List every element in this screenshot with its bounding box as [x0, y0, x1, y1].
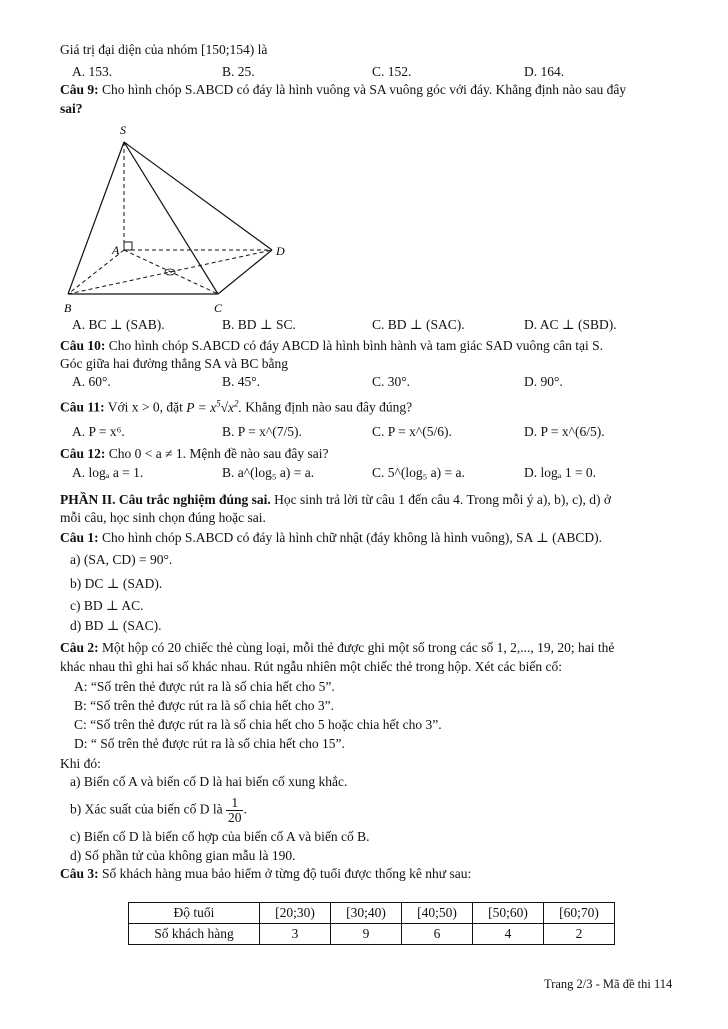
c2-item-a: a) Biến cố A và biến cố D là hai biến cố xung khắc.	[70, 774, 348, 789]
vertex-b-label: B	[64, 301, 72, 315]
c2-item-b: b) Xác suất của biến cố D là	[70, 801, 223, 817]
q11-option-a: A. P = x⁶.	[72, 424, 125, 439]
part2-title: PHẦN II. Câu trắc nghiệm đúng sai.	[60, 492, 271, 507]
c2-event-c: C: “Số trên thẻ được rút ra là số chia hết cho 5 hoặc chia hết cho 3”.	[74, 717, 442, 732]
c3-label: Câu 3:	[60, 866, 99, 881]
table-cell: [40;50)	[402, 903, 473, 924]
pyramid-figure	[60, 118, 300, 318]
table-cell: Số khách hàng	[129, 924, 260, 945]
c2-khi-do: Khi đó:	[60, 756, 101, 771]
q9-stem: Cho hình chóp S.ABCD có đáy là hình vuông và SA vuông góc với đáy. Khẳng định nào sau đây	[102, 82, 627, 97]
c1-item-a: a) (SA, CD) = 90°.	[70, 552, 173, 567]
c1-label: Câu 1:	[60, 530, 99, 545]
q11-option-d: D. P = x^(6/5).	[524, 424, 605, 439]
table-cell: [60;70)	[544, 903, 615, 924]
q11-stem-line	[60, 398, 412, 416]
fraction-denominator: 20	[227, 810, 242, 825]
table-row	[129, 903, 615, 924]
table-cell: Độ tuổi	[129, 903, 260, 924]
c2-event-a: A: “Số trên thẻ được rút ra là số chia hết cho 5”.	[74, 679, 335, 694]
q10-option-c: C. 30°.	[372, 374, 411, 389]
q10-option-d: D. 90°.	[524, 374, 563, 389]
q10-label: Câu 10:	[60, 338, 106, 353]
vertex-c-label: C	[214, 301, 223, 315]
c2-stem2: khác nhau thì ghi hai số khác nhau. Rút ngẫu nhiên một chiếc thẻ trong hộp. Xét các biến cố:	[60, 659, 562, 674]
c3-stem: Số khách hàng mua bảo hiểm ở từng độ tuổi được thống kê như sau:	[102, 866, 472, 881]
q9-option-b: B. BD ⊥ SC.	[222, 317, 296, 332]
table-cell: [50;60)	[473, 903, 544, 924]
table-row	[129, 924, 615, 945]
c1-item-d: d) BD ⊥ (SAC).	[70, 618, 162, 633]
q12-label: Câu 12:	[60, 446, 106, 461]
q9-stem-sai: sai?	[60, 101, 83, 116]
part2-heading-line	[60, 492, 611, 508]
c2-item-b-line: b) Xác suất của biến cố D là $\frac{1}{20}$ .	[70, 795, 247, 825]
part2-intro2: mỗi câu, học sinh chọn đúng hoặc sai.	[60, 510, 266, 525]
c2-item-b-fraction	[226, 796, 244, 825]
table-cell: 2	[544, 924, 615, 945]
q8-option-d: D. 164.	[524, 64, 565, 79]
table-cell: 4	[473, 924, 544, 945]
q11-expression: $P = x^5√x^2$.	[186, 398, 242, 415]
q12-option-c: C. 5^(log₅ a) = a.	[372, 465, 465, 480]
q11-option-c: C. P = x^(5/6).	[372, 424, 452, 439]
c3-stem-line	[60, 866, 471, 882]
vertex-a-label: A	[112, 243, 120, 257]
table-cell: [20;30)	[260, 903, 331, 924]
q12-option-d: D. logₐ 1 = 0.	[524, 465, 597, 480]
c1-item-c: c) BD ⊥ AC.	[70, 598, 144, 613]
q9-option-a: A. BC ⊥ (SAB).	[72, 317, 165, 332]
q11-label: Câu 11:	[60, 399, 105, 415]
q9-option-c: C. BD ⊥ (SAC).	[372, 317, 465, 332]
q10-stem-line	[60, 338, 603, 354]
q8-option-b: B. 25.	[222, 64, 255, 79]
table-cell: [30;40)	[331, 903, 402, 924]
q11-stem-a: Với x > 0, đặt	[107, 399, 183, 415]
q12-option-a: A. logₐ a = 1.	[72, 465, 144, 480]
c2-stem-line	[60, 640, 614, 656]
q10-stem2: Góc giữa hai đường thẳng SA và BC bằng	[60, 356, 288, 371]
c1-stem-line	[60, 530, 602, 546]
c2-item-c: c) Biến cố D là biến cố hợp của biến cố A và biến cố B.	[70, 829, 370, 844]
vertex-s-label: S	[120, 123, 126, 137]
c1-item-b: b) DC ⊥ (SAD).	[70, 576, 163, 591]
q12-stem-line	[60, 446, 329, 462]
q9-stem-line	[60, 82, 626, 98]
q10-option-a: A. 60°.	[72, 374, 111, 389]
q11-stem-b: Khẳng định nào sau đây đúng?	[245, 399, 413, 415]
q8-option-a: A. 153.	[72, 64, 113, 79]
q11-option-b: B. P = x^(7/5).	[222, 424, 302, 439]
c2-label: Câu 2:	[60, 640, 99, 655]
c2-event-b: B: “Số trên thẻ được rút ra là số chia hết cho 3”.	[74, 698, 335, 713]
table-cell: 3	[260, 924, 331, 945]
c2-event-d: D: “ Số trên thẻ được rút ra là số chia hết cho 15”.	[74, 736, 345, 751]
c2-stem: Một hộp có 20 chiếc thẻ cùng loại, mỗi thẻ được ghi một số trong các số 1, 2,..., 19, 20; hai thẻ	[102, 640, 615, 655]
q8-option-c: C. 152.	[372, 64, 412, 79]
page-footer: Trang 2/3 - Mã đề thi 114	[544, 977, 673, 991]
q8-stem: Giá trị đại diện của nhóm [150;154) là	[60, 42, 268, 57]
q12-option-b: B. a^(log₅ a) = a.	[222, 465, 315, 480]
q9-option-d: D. AC ⊥ (SBD).	[524, 317, 617, 332]
fraction-numerator: 1	[226, 796, 244, 811]
c1-stem: Cho hình chóp S.ABCD có đáy là hình chữ nhật (đáy không là hình vuông), SA ⊥ (ABCD).	[102, 530, 602, 545]
c2-item-d: d) Số phần tử của không gian mẫu là 190.	[70, 848, 296, 863]
age-stat-table	[128, 902, 615, 945]
q10-stem: Cho hình chóp S.ABCD có đáy ABCD là hình bình hành và tam giác SAD vuông cân tại S.	[108, 338, 603, 353]
table-cell: 6	[402, 924, 473, 945]
q10-option-b: B. 45°.	[222, 374, 261, 389]
part2-intro: Học sinh trả lời từ câu 1 đến câu 4. Trong mỗi ý a), b), c), d) ở	[274, 492, 612, 507]
table-cell: 9	[331, 924, 402, 945]
vertex-d-label: D	[276, 244, 285, 258]
q9-label: Câu 9:	[60, 82, 99, 97]
q12-stem: Cho 0 < a ≠ 1. Mệnh đề nào sau đây sai?	[108, 446, 329, 461]
